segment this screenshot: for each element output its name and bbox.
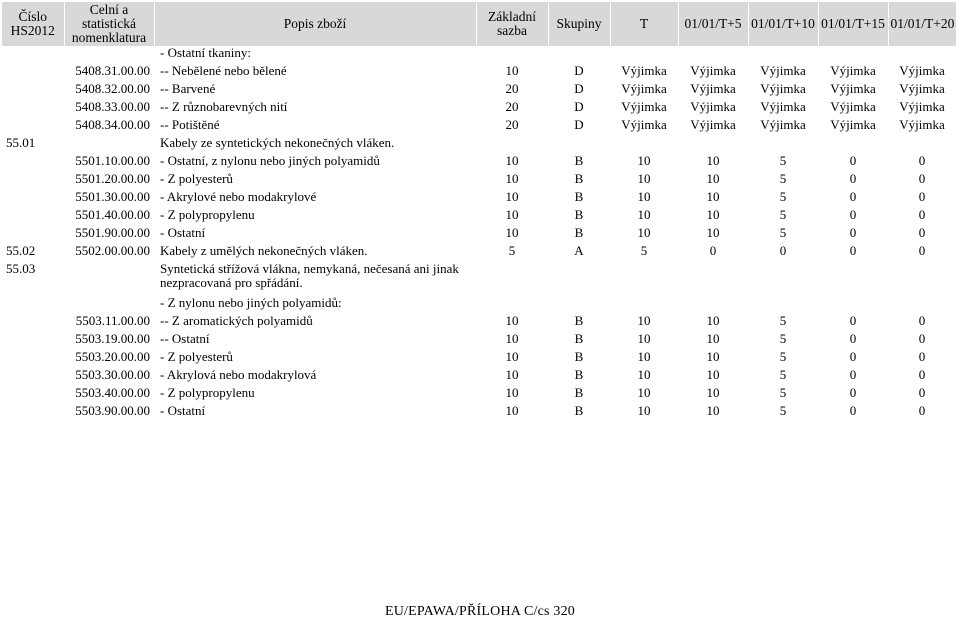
- rate-t20-cell: Výjimka: [899, 63, 945, 78]
- rate-t5-cell: 10: [706, 331, 720, 346]
- rate-t20-cell: [888, 46, 956, 64]
- rate-t5-cell: 10: [706, 403, 720, 418]
- rate-t5-cell: 10: [706, 313, 720, 328]
- table-row: [2, 82, 956, 100]
- base-rate-cell: 10: [505, 153, 519, 168]
- rate-t5-cell: Výjimka: [690, 117, 736, 132]
- base-rate-cell: [476, 46, 548, 64]
- description-cell: -- Ostatní: [160, 331, 210, 346]
- rate-t20-cell: 0: [918, 189, 926, 204]
- description-cell: -- Potištěné: [160, 117, 220, 132]
- rate-t20-cell: 0: [918, 367, 926, 382]
- rate-t5-cell: [678, 262, 748, 296]
- category-cell: B: [574, 403, 584, 418]
- rate-t15-cell: 0: [849, 153, 857, 168]
- rate-t10-cell: 0: [779, 243, 787, 258]
- category-cell: [548, 296, 610, 314]
- category-cell: A: [574, 243, 584, 258]
- description-cell: - Ostatní tkaniny:: [160, 45, 251, 60]
- page-footer: EU/EPAWA/PŘÍLOHA C/cs 320: [384, 604, 576, 619]
- rate-t10-cell: Výjimka: [760, 81, 806, 96]
- hs-code-cell: [2, 226, 64, 244]
- description-cell: -- Nebělené nebo bělené: [160, 63, 287, 78]
- cn-code-cell: [64, 46, 154, 64]
- hs-code-cell: [2, 118, 64, 136]
- rate-t20-cell: Výjimka: [899, 117, 945, 132]
- rate-t10-cell: Výjimka: [760, 117, 806, 132]
- rate-t5-cell: 10: [706, 385, 720, 400]
- rate-t-cell: 10: [637, 367, 651, 382]
- rate-t-cell: [610, 262, 678, 296]
- cn-code-cell: 5501.40.00.00: [75, 207, 150, 222]
- rate-t-cell: 10: [637, 171, 651, 186]
- table-row: [2, 314, 956, 332]
- rate-t-cell: 5: [640, 243, 648, 258]
- cn-code-cell: 5503.11.00.00: [75, 313, 150, 328]
- cn-code-cell: 5503.20.00.00: [75, 349, 150, 364]
- rate-t20-cell: 0: [918, 171, 926, 186]
- rate-t20-cell: 0: [918, 331, 926, 346]
- rate-t5-cell: [678, 296, 748, 314]
- cn-code-cell: 5408.33.00.00: [75, 99, 150, 114]
- table-row: [2, 368, 956, 386]
- rate-t-cell: 10: [637, 313, 651, 328]
- category-cell: B: [574, 349, 584, 364]
- category-cell: D: [574, 63, 584, 78]
- table-row: [2, 136, 956, 154]
- description-cell: -- Z různobarevných nití: [160, 99, 288, 114]
- rate-t10-cell: 5: [779, 313, 787, 328]
- header-t10: 01/01/T+10: [748, 2, 818, 46]
- description-cell: - Z polyesterů: [160, 349, 233, 364]
- category-cell: B: [574, 225, 584, 240]
- rate-t15-cell: 0: [849, 207, 857, 222]
- base-rate-cell: 10: [505, 385, 519, 400]
- rate-t-cell: 10: [637, 331, 651, 346]
- table-header-row: [2, 2, 956, 46]
- header-t20: 01/01/T+20: [888, 2, 956, 46]
- rate-t10-cell: 5: [779, 153, 787, 168]
- header-hs: Číslo HS2012: [2, 2, 64, 46]
- rate-t20-cell: 0: [918, 225, 926, 240]
- rate-t15-cell: 0: [849, 189, 857, 204]
- description-cell: -- Barvené: [160, 81, 216, 96]
- rate-t-cell: [610, 296, 678, 314]
- cn-code-cell: 5503.30.00.00: [75, 367, 150, 382]
- rate-t10-cell: 5: [779, 225, 787, 240]
- table-row: [2, 190, 956, 208]
- table-row: [2, 208, 956, 226]
- table-row: [2, 100, 956, 118]
- hs-code-cell: [2, 208, 64, 226]
- base-rate-cell: 10: [505, 349, 519, 364]
- rate-t20-cell: 0: [918, 153, 926, 168]
- rate-t5-cell: 10: [706, 349, 720, 364]
- rate-t-cell: Výjimka: [621, 117, 667, 132]
- category-cell: B: [574, 207, 584, 222]
- hs-code-cell: [2, 172, 64, 190]
- header-t15: 01/01/T+15: [818, 2, 888, 46]
- cn-code-cell: 5501.10.00.00: [75, 153, 150, 168]
- rate-t5-cell: 10: [706, 225, 720, 240]
- cn-code-cell: 5501.90.00.00: [75, 225, 150, 240]
- table-row: [2, 350, 956, 368]
- rate-t10-cell: 5: [779, 189, 787, 204]
- base-rate-cell: [476, 136, 548, 154]
- rate-t15-cell: 0: [849, 385, 857, 400]
- rate-t-cell: [610, 46, 678, 64]
- tariff-table: [2, 2, 957, 422]
- rate-t10-cell: [748, 136, 818, 154]
- rate-t-cell: Výjimka: [621, 81, 667, 96]
- table-row: [2, 262, 956, 296]
- rate-t20-cell: 0: [918, 207, 926, 222]
- rate-t20-cell: 0: [918, 403, 926, 418]
- base-rate-cell: 10: [505, 207, 519, 222]
- base-rate-cell: 5: [508, 243, 516, 258]
- hs-code-cell: [2, 82, 64, 100]
- rate-t5-cell: [678, 46, 748, 64]
- rate-t15-cell: [818, 136, 888, 154]
- rate-t15-cell: Výjimka: [830, 99, 876, 114]
- description-cell: Kabely z umělých nekonečných vláken.: [160, 243, 368, 258]
- description-cell: - Ostatní: [160, 403, 206, 418]
- hs-code-cell: [2, 46, 64, 64]
- rate-t5-cell: 10: [706, 189, 720, 204]
- header-base-rate: Základní sazba: [476, 2, 548, 46]
- description-cell: - Z polyesterů: [160, 171, 233, 186]
- rate-t10-cell: 5: [779, 385, 787, 400]
- description-cell: Kabely ze syntetických nekonečných vláken.: [160, 135, 395, 150]
- header-category: Skupiny: [548, 2, 610, 46]
- rate-t15-cell: Výjimka: [830, 117, 876, 132]
- rate-t5-cell: 0: [709, 243, 717, 258]
- category-cell: [548, 262, 610, 296]
- category-cell: B: [574, 189, 584, 204]
- hs-code-cell: [2, 350, 64, 368]
- cn-code-cell: 5408.31.00.00: [75, 63, 150, 78]
- category-cell: D: [574, 117, 584, 132]
- description-cell: - Z polypropylenu: [160, 385, 255, 400]
- description-cell: - Ostatní: [160, 225, 206, 240]
- hs-code-cell: [2, 314, 64, 332]
- base-rate-cell: [476, 296, 548, 314]
- rate-t15-cell: 0: [849, 243, 857, 258]
- base-rate-cell: 10: [505, 189, 519, 204]
- rate-t20-cell: 0: [918, 349, 926, 364]
- cn-code-cell: 5501.20.00.00: [75, 171, 150, 186]
- rate-t20-cell: Výjimka: [899, 99, 945, 114]
- rate-t15-cell: 0: [849, 331, 857, 346]
- rate-t-cell: [610, 136, 678, 154]
- base-rate-cell: 20: [505, 81, 519, 96]
- table-row: [2, 154, 956, 172]
- rate-t10-cell: [748, 46, 818, 64]
- table-row: [2, 226, 956, 244]
- base-rate-cell: 10: [505, 367, 519, 382]
- cn-code-cell: 5503.19.00.00: [75, 331, 150, 346]
- rate-t15-cell: Výjimka: [830, 81, 876, 96]
- rate-t-cell: 10: [637, 403, 651, 418]
- base-rate-cell: 10: [505, 403, 519, 418]
- base-rate-cell: 10: [505, 331, 519, 346]
- hs-code-cell: [2, 368, 64, 386]
- rate-t10-cell: Výjimka: [760, 99, 806, 114]
- description-cell: - Akrylové nebo modakrylové: [160, 189, 317, 204]
- rate-t5-cell: 10: [706, 171, 720, 186]
- hs-code-cell: [2, 404, 64, 422]
- cn-code-cell: 5501.30.00.00: [75, 189, 150, 204]
- table-row: [2, 244, 956, 262]
- rate-t-cell: 10: [637, 385, 651, 400]
- category-cell: B: [574, 367, 584, 382]
- cn-code-cell: 5408.32.00.00: [75, 81, 150, 96]
- rate-t-cell: 10: [637, 153, 651, 168]
- category-cell: B: [574, 385, 584, 400]
- rate-t10-cell: 5: [779, 403, 787, 418]
- rate-t15-cell: 0: [849, 171, 857, 186]
- header-cn: Celní a statistická nomenklatura: [64, 2, 154, 46]
- rate-t-cell: 10: [637, 207, 651, 222]
- hs-code-cell: [2, 154, 64, 172]
- rate-t20-cell: 0: [918, 243, 926, 258]
- rate-t15-cell: 0: [849, 403, 857, 418]
- base-rate-cell: 20: [505, 117, 519, 132]
- cn-code-cell: 5502.00.00.00: [75, 243, 150, 258]
- rate-t5-cell: Výjimka: [690, 63, 736, 78]
- cn-code-cell: 5503.90.00.00: [75, 403, 150, 418]
- base-rate-cell: 20: [505, 99, 519, 114]
- hs-code-cell: [2, 100, 64, 118]
- description-cell: - Z polypropylenu: [160, 207, 255, 222]
- rate-t10-cell: [748, 296, 818, 314]
- cn-code-cell: 5408.34.00.00: [75, 117, 150, 132]
- rate-t15-cell: [818, 46, 888, 64]
- cn-code-cell: [64, 262, 154, 296]
- header-description: Popis zboží: [154, 2, 476, 46]
- rate-t15-cell: [818, 296, 888, 314]
- header-t: T: [610, 2, 678, 46]
- hs-code-cell: [2, 296, 64, 314]
- rate-t10-cell: 5: [779, 367, 787, 382]
- rate-t15-cell: Výjimka: [830, 63, 876, 78]
- table-row: [2, 332, 956, 350]
- rate-t10-cell: 5: [779, 207, 787, 222]
- rate-t15-cell: 0: [849, 225, 857, 240]
- cn-code-cell: [64, 296, 154, 314]
- description-cell: - Ostatní, z nylonu nebo jiných polyamidů: [160, 153, 380, 168]
- base-rate-cell: 10: [505, 171, 519, 186]
- rate-t10-cell: Výjimka: [760, 63, 806, 78]
- hs-code-cell: [2, 332, 64, 350]
- base-rate-cell: 10: [505, 313, 519, 328]
- rate-t-cell: 10: [637, 225, 651, 240]
- rate-t15-cell: [818, 262, 888, 296]
- table-row: [2, 172, 956, 190]
- category-cell: D: [574, 99, 584, 114]
- description-cell: Syntetická střížová vlákna, nemykaná, nečesaná ani jinak nezpracovaná pro spřádání.: [160, 261, 459, 290]
- rate-t20-cell: 0: [918, 313, 926, 328]
- table-row: [2, 386, 956, 404]
- base-rate-cell: 10: [505, 225, 519, 240]
- table-row: [2, 118, 956, 136]
- rate-t5-cell: [678, 136, 748, 154]
- hs-code-cell: [2, 64, 64, 82]
- hs-code-cell: 55.02: [6, 243, 36, 258]
- hs-code-cell: [2, 190, 64, 208]
- rate-t-cell: Výjimka: [621, 99, 667, 114]
- hs-code-cell: [2, 386, 64, 404]
- table-row: [2, 46, 956, 64]
- rate-t20-cell: 0: [918, 385, 926, 400]
- description-cell: - Akrylová nebo modakrylová: [160, 367, 317, 382]
- category-cell: D: [574, 81, 584, 96]
- category-cell: B: [574, 153, 584, 168]
- rate-t10-cell: 5: [779, 171, 787, 186]
- rate-t5-cell: 10: [706, 207, 720, 222]
- rate-t-cell: 10: [637, 189, 651, 204]
- rate-t5-cell: 10: [706, 367, 720, 382]
- rate-t5-cell: Výjimka: [690, 99, 736, 114]
- rate-t10-cell: [748, 262, 818, 296]
- rate-t20-cell: [888, 262, 956, 296]
- rate-t15-cell: 0: [849, 349, 857, 364]
- hs-code-cell: 55.01: [6, 135, 36, 150]
- rate-t20-cell: Výjimka: [899, 81, 945, 96]
- rate-t5-cell: 10: [706, 153, 720, 168]
- description-cell: -- Z aromatických polyamidů: [160, 313, 313, 328]
- rate-t-cell: Výjimka: [621, 63, 667, 78]
- hs-code-cell: 55.03: [6, 261, 36, 276]
- table-row: [2, 296, 956, 314]
- base-rate-cell: 10: [505, 63, 519, 78]
- base-rate-cell: [476, 262, 548, 296]
- cn-code-cell: [64, 136, 154, 154]
- cn-code-cell: 5503.40.00.00: [75, 385, 150, 400]
- rate-t20-cell: [888, 136, 956, 154]
- rate-t-cell: 10: [637, 349, 651, 364]
- rate-t20-cell: [888, 296, 956, 314]
- category-cell: B: [574, 331, 584, 346]
- header-t5: 01/01/T+5: [678, 2, 748, 46]
- category-cell: B: [574, 171, 584, 186]
- table-row: [2, 404, 956, 422]
- category-cell: [548, 46, 610, 64]
- rate-t10-cell: 5: [779, 331, 787, 346]
- table-row: [2, 64, 956, 82]
- category-cell: B: [574, 313, 584, 328]
- description-cell: - Z nylonu nebo jiných polyamidů:: [160, 295, 342, 310]
- rate-t10-cell: 5: [779, 349, 787, 364]
- rate-t15-cell: 0: [849, 313, 857, 328]
- rate-t5-cell: Výjimka: [690, 81, 736, 96]
- rate-t15-cell: 0: [849, 367, 857, 382]
- category-cell: [548, 136, 610, 154]
